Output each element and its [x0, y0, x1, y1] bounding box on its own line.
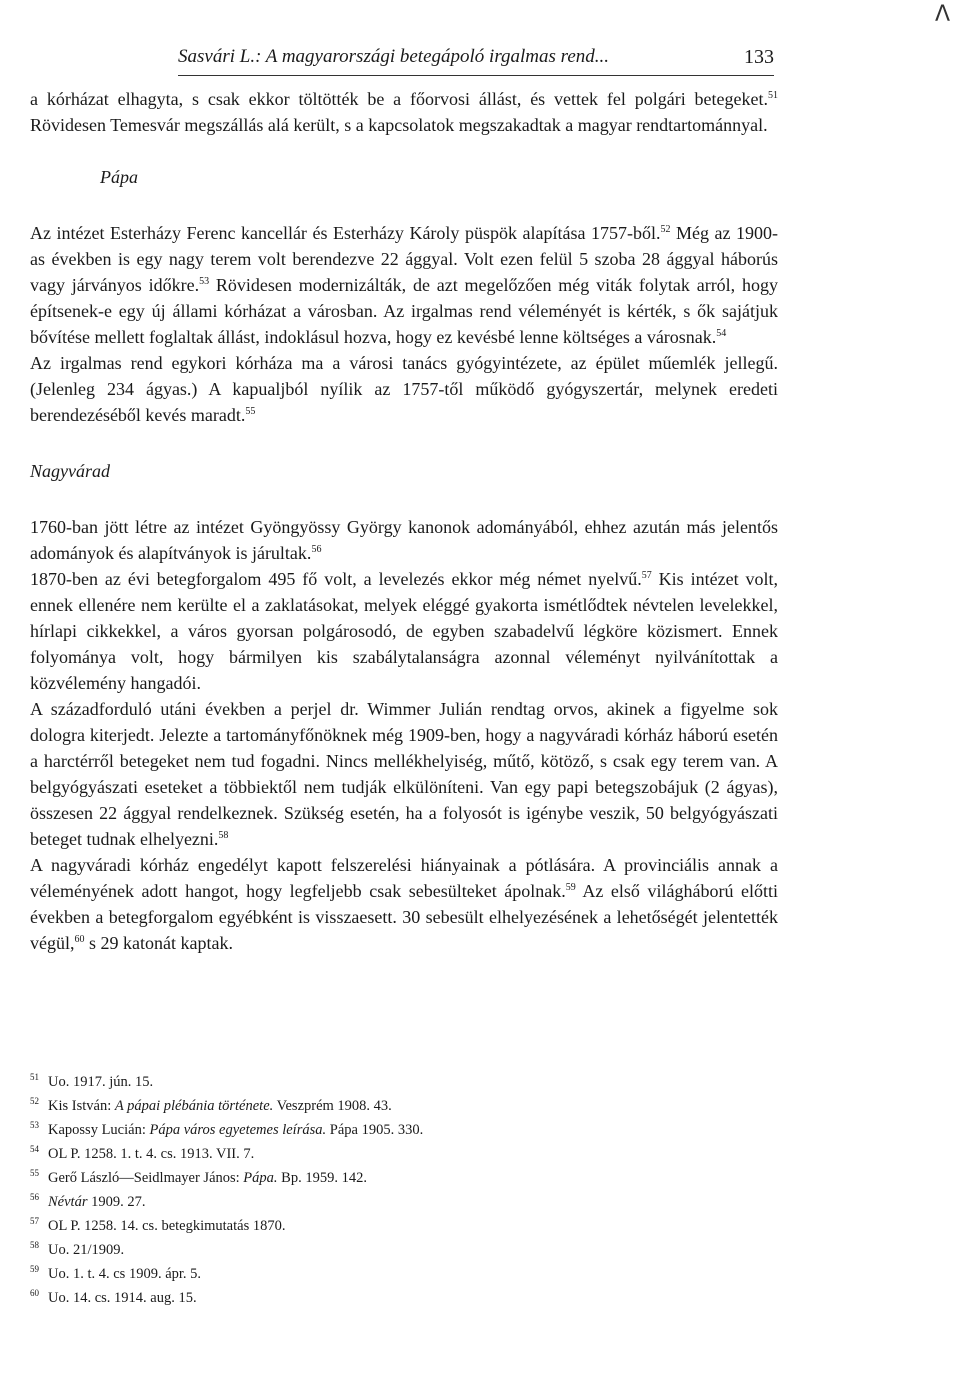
italic-text: Pápa. [243, 1170, 278, 1186]
footnote-number: 53 [30, 1120, 39, 1130]
page-number: 133 [744, 46, 774, 68]
footnote-ref[interactable]: 58 [218, 830, 229, 841]
paragraph-text: Veszprém 1908. 43. [273, 1098, 392, 1114]
footnote [30, 1260, 450, 1284]
paragraph-text: Bp. 1959. 142. [277, 1170, 367, 1186]
paragraph-text: 1870-ben az évi betegforgalom 495 fő volt, a levelezés ekkor még német nyelvű. [30, 569, 642, 589]
paragraph-text: a kórházat elhagyta, s csak ekkor töltötték be a főorvosi állást, és vettek fel polgári betegeket. [30, 89, 768, 109]
footnote-number: 54 [30, 1144, 39, 1154]
footnote-number: 56 [30, 1192, 39, 1202]
paragraph-text: Uo. 1917. jún. 15. [48, 1074, 154, 1090]
footnote-number: 51 [30, 1072, 39, 1082]
italic-text: Névtár [48, 1194, 88, 1210]
paragraph-text: 1909. 27. [87, 1194, 146, 1210]
footnote-number: 57 [30, 1216, 39, 1226]
paragraph-text: 1760-ban jött létre az intézet Gyöngyössy György kanonok adományából, ehhez azután más jelentős adományok és alapítványok is járultak. [30, 517, 778, 563]
italic-text: A pápai plébánia története. [114, 1098, 274, 1114]
footnote [30, 1116, 450, 1140]
footnote-ref[interactable]: 59 [565, 882, 576, 893]
footnote [30, 1068, 450, 1092]
paragraph [30, 566, 778, 696]
paragraph-text: Az irgalmas rend egykori kórháza ma a városi tanács gyógyintézete, az épület műemlék jellegű. (Jelenleg 234 ágyas.) A kapualjból nyílik az 1757-től működő gyógyszertár, melynek eredeti berendezéséből kevés maradt. [30, 353, 778, 425]
paragraph-text: Rövidesen modernizálták, de azt megelőzően még viták folytak arról, hogy építsenek-e egy új állami kórházat a városban. Az irgalmas rend véleményét is kérték, s ők sajátjuk bővítése mellett foglaltak állást, indoklásul hozva, hogy ez kevésbé lenne költséges a városnak. [30, 275, 778, 347]
footnote-ref[interactable]: 52 [660, 224, 671, 235]
paragraph [30, 86, 778, 138]
paragraph-text: OL P. 1258. 14. cs. betegkimutatás 1870. [48, 1218, 286, 1234]
section-title: Pápa [100, 167, 138, 187]
paragraph-text: A nagyváradi kórház engedélyt kapott felszerelési hiányainak a pótlására. A provinciális annak a véleményének adott hangot, hogy legfeljebb csak sebesülteket ápolnak. [30, 855, 778, 901]
footnote [30, 1212, 450, 1236]
paragraph-text: Kapossy Lucián: [48, 1122, 150, 1138]
footnote-ref[interactable]: 55 [245, 406, 256, 417]
footnote [30, 1236, 450, 1260]
paragraph-text: Kis István: [48, 1098, 115, 1114]
section-title: Nagyvárad [30, 461, 110, 481]
corner-mark: Λ [934, 2, 950, 27]
footnote-ref[interactable]: 56 [311, 544, 322, 555]
paragraph-text: Pápa 1905. 330. [326, 1122, 424, 1138]
footnote [30, 1092, 450, 1116]
footnote-ref[interactable]: 54 [716, 328, 727, 339]
paragraph-text: Még az 1900-as években is egy nagy terem volt berendezve 22 ággyal. Volt ezen felül 5 szoba 28 ággyal háborús vagy járványos időkre. [30, 223, 778, 295]
footnote [30, 1188, 450, 1212]
footnote-ref[interactable]: 57 [641, 570, 652, 581]
paragraph [30, 852, 778, 956]
body-text [30, 86, 778, 956]
paragraph-text: Uo. 14. cs. 1914. aug. 15. [48, 1290, 197, 1306]
footnote-ref[interactable]: 53 [199, 276, 210, 287]
paragraph-text: A századforduló utáni években a perjel dr. Wimmer Julián rendtag orvos, akinek a figyelme sok dologra kiterjedt. Jelezte a tartományfőnöknek még 1909-ben, hogy a nagyváradi kórház háború esetén a harctérről betegeket nem tud fogadni. Nincs mellékhelyiség, műtő, kötöző, s csak egy terem van. A belgyógyászati eseteket a többiektől nem tudják elkülöníteni. Van egy papi betegszobájuk (2 ágyas), összesen 22 ággyal rendelkeznek. Szükség esetén, ha a folyosót is igénybe veszik, 50 belgyógyászati beteget tudnak elhelyezni. [30, 699, 778, 849]
paragraph-text: Az első világháború előtti években a betegforgalom egyébként is visszaesett. 30 sebesült elhelyezésének a lehetőségét jelentették végül, [30, 881, 778, 953]
footnote-number: 55 [30, 1168, 39, 1178]
paragraph [30, 220, 778, 350]
paragraph [30, 514, 778, 566]
paragraph [30, 350, 778, 428]
footnote [30, 1164, 450, 1188]
italic-text: Pápa város egyetemes leírása. [149, 1122, 327, 1138]
paragraph-text: Az intézet Esterházy Ferenc kancellár és Esterházy Károly püspök alapítása 1757-ből. [30, 223, 661, 243]
paragraph-text: s 29 katonát kaptak. [84, 933, 233, 953]
paragraph [30, 696, 778, 852]
footnote [30, 1140, 450, 1164]
paragraph-text: Rövidesen Temesvár megszállás alá került, s a kapcsolatok megszakadtak a magyar rendtartománnyal. [30, 115, 768, 135]
footnote-ref[interactable]: 51 [768, 90, 778, 101]
footnote-number: 58 [30, 1240, 39, 1250]
footnote [30, 1284, 450, 1308]
footnote-number: 60 [30, 1288, 39, 1298]
paragraph-text: Uo. 1. t. 4. cs 1909. ápr. 5. [48, 1266, 202, 1282]
footnotes [30, 1068, 450, 1308]
running-title: Sasvári L.: A magyarországi betegápoló irgalmas rend... [178, 46, 610, 67]
paragraph-text: Kis intézet volt, ennek ellenére nem kerülte el a zaklatásokat, melyek eléggé gyakorta ismétlődtek névtelen levelekkel, hírlapi cikkekkel, a város gyorsan polgárosodó, de egyben szabadelvű légköre közismert. Ennek folyománya volt, hogy bármilyen kis szabálytalanságra azonnal véleményt nyilvánítottak a közvélemény hangadói. [30, 569, 779, 693]
footnote-number: 59 [30, 1264, 39, 1274]
footnote-number: 52 [30, 1096, 39, 1106]
header-rule [178, 75, 774, 76]
footnote-ref[interactable]: 60 [74, 934, 85, 945]
sections [30, 164, 778, 956]
page-header [178, 42, 774, 72]
paragraph-text: OL P. 1258. 1. t. 4. cs. 1913. VII. 7. [48, 1146, 255, 1162]
paragraph-text: Gerő László—Seidlmayer János: [48, 1170, 244, 1186]
paragraph-text: Uo. 21/1909. [48, 1242, 125, 1258]
